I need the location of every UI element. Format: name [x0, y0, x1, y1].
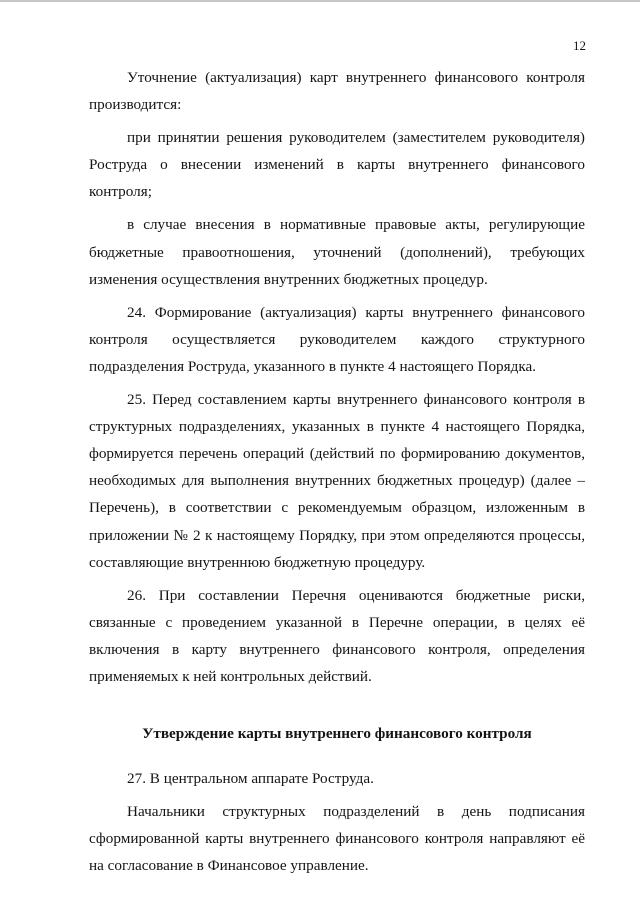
page-top-edge	[0, 0, 640, 2]
paragraph-approval-submission: Начальники структурных подразделений в день подписания сформированной карты внутреннего финансового контроля направляют её на согласование в Финансовое управление.	[89, 803, 585, 875]
paragraph-item-25: 25. Перед составлением карты внутреннего финансового контроля в структурных подразделениях, указанных в пункте 4 настоящего Порядка, формируется перечень операций (действий по формированию документов, необходимых для выполнения внутренних бюджетных процедур) (далее – Перечень), в соответствии с рекомендуемым образцом, изложенным в приложении № 2 к настоящему Порядку, при этом определяются процессы, составляющие внутреннюю бюджетную процедуру.	[89, 391, 585, 571]
paragraph-clarification-decision: при принятии решения руководителем (заместителем руководителя) Роструда о внесении изменений в карты внутреннего финансового контроля;	[89, 129, 585, 201]
document-body	[89, 64, 585, 885]
section-heading: Утверждение карты внутреннего финансового контроля	[142, 725, 532, 743]
paragraph-clarification-legal-changes: в случае внесения в нормативные правовые акты, регулирующие бюджетные правоотношения, уточнений (дополнений), требующих изменения осуществления внутренних бюджетных процедур.	[89, 216, 585, 288]
paragraph-item-27: 27. В центральном аппарате Роструда.	[127, 770, 374, 788]
paragraph-item-26: 26. При составлении Перечня оцениваются бюджетные риски, связанные с проведением указанной в Перечне операции, в целях её включения в карту внутреннего финансового контроля, определения применяемых к ней контрольных действий.	[89, 586, 585, 685]
paragraph-item-24: 24. Формирование (актуализация) карты внутреннего финансового контроля осуществляется руководителем каждого структурного подразделения Роструда, указанного в пункте 4 настоящего Порядка.	[89, 303, 585, 375]
paragraph-clarification-intro: Уточнение (актуализация) карт внутреннего финансового контроля производится:	[89, 69, 585, 114]
page-number: 12	[573, 38, 586, 53]
